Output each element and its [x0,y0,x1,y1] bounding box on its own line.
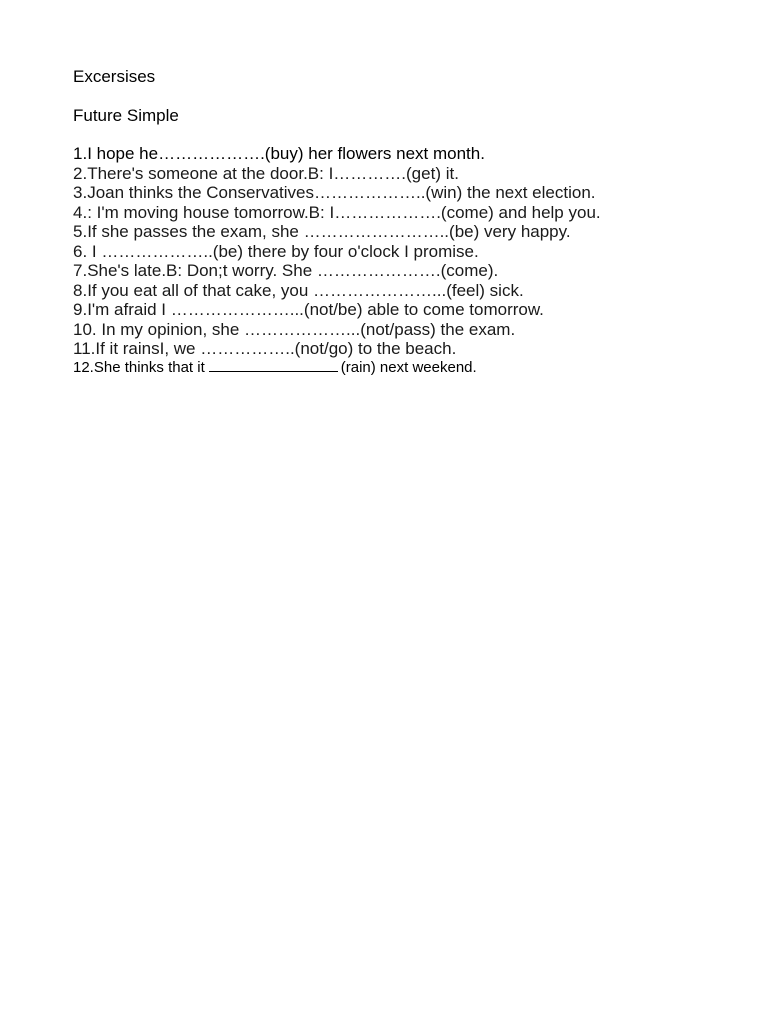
exercise-number: 3. [73,183,88,202]
exercise-list [73,144,753,377]
exercise-item [73,222,753,242]
exercise-text: Joan thinks the Conservatives………………..(win) the next election. [87,183,596,202]
exercise-item [73,203,753,223]
exercise-text: I hope he……………….(buy) her flowers next month. [87,144,485,163]
document-title: Excersises [73,67,156,86]
exercise-text: I'm afraid I …………………...(not/be) able to come tomorrow. [87,300,544,319]
exercise-number: 11. [73,339,96,358]
exercise-text: In my opinion, she ………………...(not/pass) the exam. [96,319,516,339]
exercise-number: 1. [73,144,88,163]
exercise-text: If you eat all of that cake, you …………………...(feel) sick. [87,280,524,300]
section-subtitle: Future Simple [73,106,179,125]
exercise-text: There's someone at the door.B: I………….(get) it. [87,163,459,183]
exercise-number: 6. [73,241,88,261]
exercise-number: 4. [73,202,88,222]
exercise-text-after: (rain) next weekend. [340,358,477,376]
exercise-number: 9. [73,300,88,319]
exercise-text-before: She thinks that it [93,358,205,376]
exercise-item-fill-blank [73,359,753,377]
answer-blank-line [209,359,338,372]
exercise-item [73,339,753,359]
exercise-number: 8. [73,280,88,300]
exercise-number: 12. [73,358,94,376]
exercise-item [73,281,753,301]
exercise-text: If she passes the exam, she ……………………..(be) very happy. [87,222,571,241]
exercise-number: 5. [73,222,88,241]
exercise-item [73,183,753,203]
exercise-item [73,242,753,262]
exercise-text: : I'm moving house tomorrow.B: I……………….(come) and help you. [87,202,601,222]
exercise-number: 2. [73,163,88,183]
exercise-item [73,300,753,320]
exercise-item [73,320,753,340]
exercise-number: 10. [73,319,97,339]
exercise-item [73,261,753,281]
document-page [73,66,753,377]
exercise-item [73,144,753,164]
exercise-text: She's late.B: Don;t worry. She ………………….(come). [87,261,499,280]
exercise-text: If it rainsI, we ……………..(not/go) to the beach. [95,339,457,358]
exercise-number: 7. [73,261,88,280]
exercise-item [73,164,753,184]
exercise-text: I ………………..(be) there by four o'clock I promise. [87,241,479,261]
